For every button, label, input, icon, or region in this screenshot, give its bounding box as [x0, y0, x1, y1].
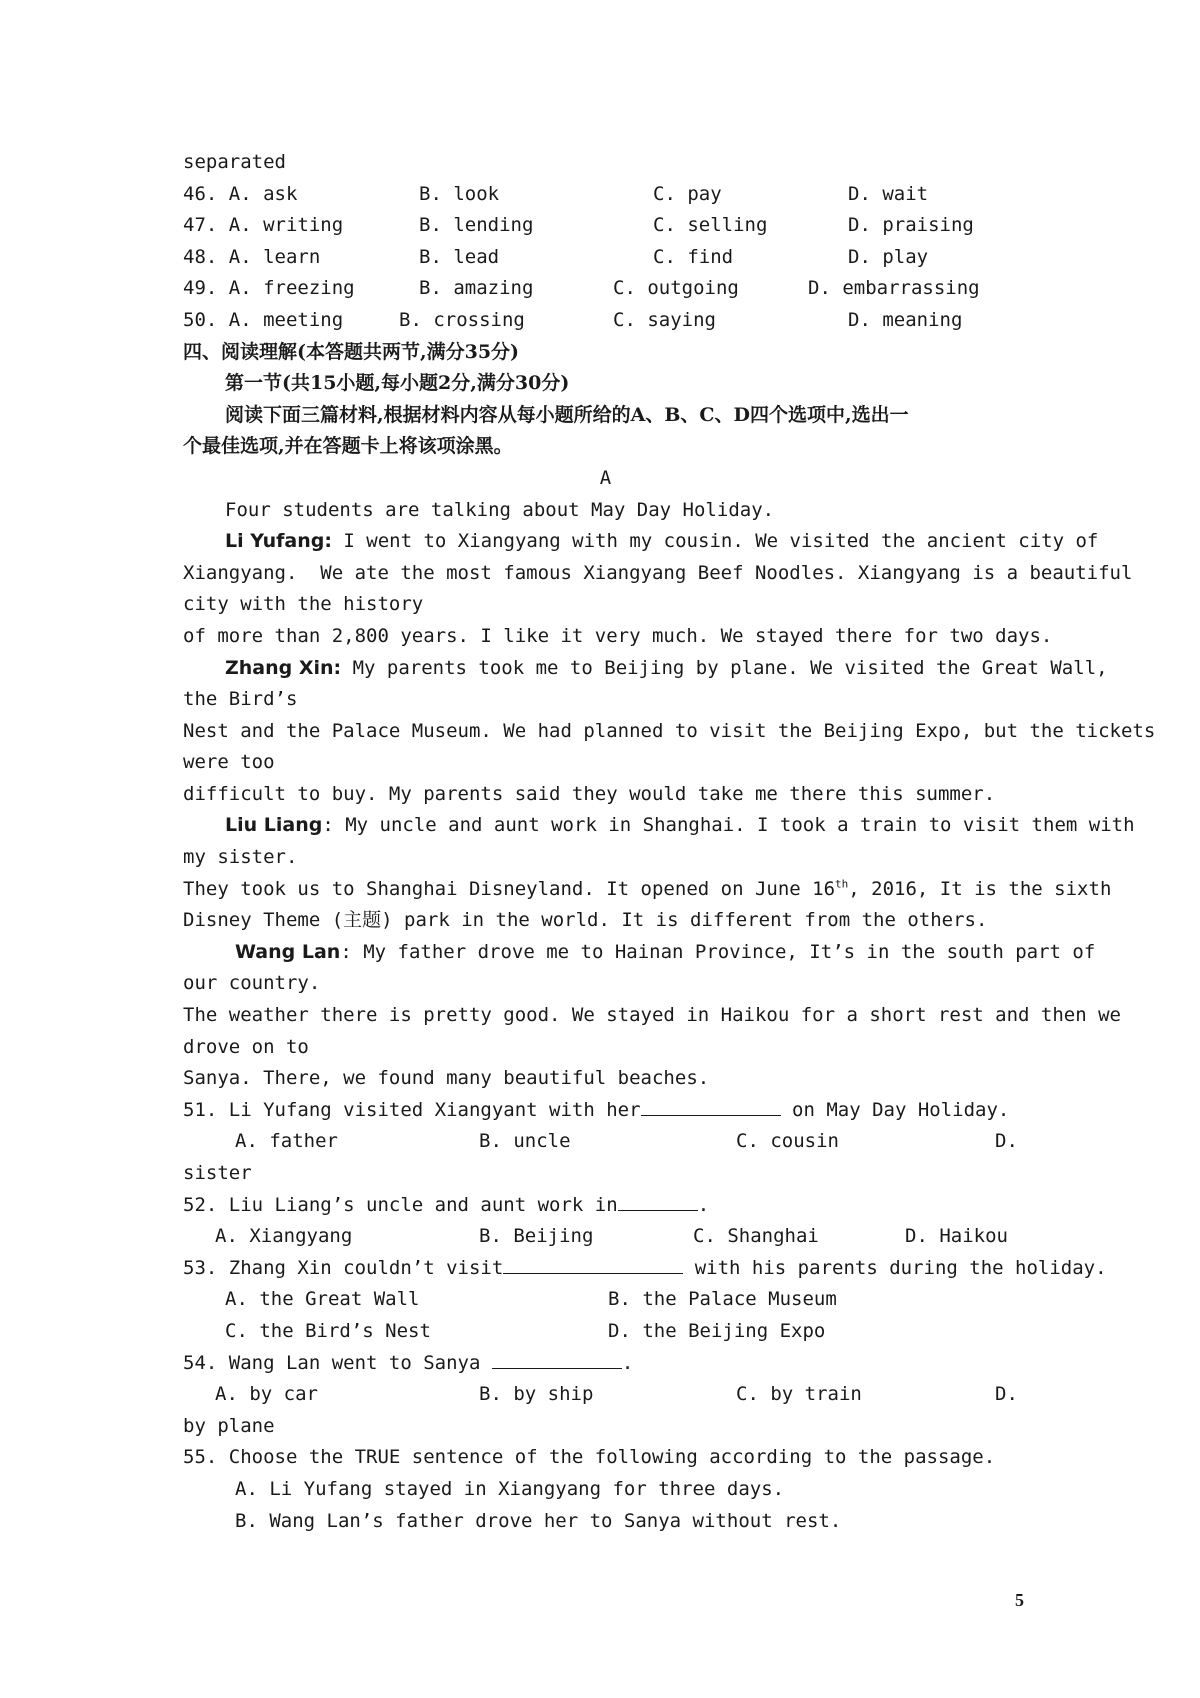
option-c: C. the Bird’s Nest [225, 1319, 431, 1342]
text-span: : My uncle and aunt work in Shanghai. I took a train to visit them with [322, 814, 1135, 837]
option-d: D. wait [848, 182, 929, 205]
option-c: C. selling [653, 214, 768, 237]
text-span: I went to Xiangyang with my cousin. We visited the ancient city of [331, 530, 1099, 553]
text-line [183, 810, 1135, 842]
option-c: C. Shanghai [693, 1225, 819, 1248]
question-tail: . [697, 1193, 710, 1216]
text-span: : My father drove me to Hainan Province, It’s in the south part of [340, 940, 1096, 963]
answer-blank [618, 1190, 698, 1211]
question-stem: 54. Wang Lan went to Sanya [183, 1351, 492, 1374]
option-d: D. Haikou [905, 1225, 1008, 1248]
options-row [183, 1126, 1028, 1158]
option-d: D. the Beijing Expo [608, 1319, 826, 1342]
passage-title: A [599, 466, 612, 489]
question-52 [183, 1190, 1028, 1222]
option-b: B. by ship [479, 1383, 594, 1406]
text-line: Xiangyang. We ate the most famous Xiangyang Beef Noodles. Xiangyang is a beautiful [183, 561, 1133, 584]
text-line: of more than 2,800 years. I like it very much. We stayed there for two days. [183, 624, 1053, 647]
question-stem: 52. Liu Liang’s uncle and aunt work in [183, 1193, 618, 1216]
text-line: separated [183, 151, 286, 173]
option-d: D. [995, 1383, 1018, 1406]
text-line: the Bird’s [183, 688, 298, 711]
text-line: The weather there is pretty good. We stayed in Haikou for a short rest and then we [183, 1004, 1121, 1027]
option-c: C. by train [736, 1383, 862, 1406]
text-line [183, 874, 1112, 906]
passage-intro: Four students are talking about May Day Holiday. [225, 498, 775, 521]
option-c: C. cousin [736, 1130, 839, 1153]
text-line: Disney Theme (主题) park in the world. It is different from the others. [183, 909, 988, 932]
text-line [183, 937, 1096, 969]
answer-blank [503, 1253, 683, 1274]
option-d: D. embarrassing [808, 277, 980, 300]
option-d-continued: sister [183, 1162, 252, 1184]
instructions-line-2: 个最佳选项,并在答题卡上将该项涂黑。 [183, 435, 513, 458]
option-a: 48. A. learn [183, 245, 321, 268]
option-a: 47. A. writing [183, 214, 344, 237]
speaker-name: Zhang Xin: [225, 656, 342, 679]
text-line: Sanya. There, we found many beautiful beaches. [183, 1067, 710, 1090]
option-b: B. Wang Lan’s father drove her to Sanya without rest. [235, 1509, 842, 1532]
cloze-item-48 [183, 242, 1028, 274]
option-d: D. praising [848, 214, 974, 237]
question-stem: 53. Zhang Xin couldn’t visit [183, 1256, 504, 1279]
options-row [183, 1284, 1028, 1316]
text-span: , 2016, It is the sixth [848, 877, 1112, 900]
option-a: 49. A. freezing [183, 277, 355, 300]
cloze-item-50 [183, 305, 1028, 337]
option-c: C. find [653, 245, 734, 268]
option-b: B. lead [419, 245, 500, 268]
text-line: my sister. [183, 846, 298, 869]
cloze-item-47 [183, 210, 1028, 242]
option-c: C. outgoing [613, 277, 739, 300]
answer-blank [492, 1348, 622, 1369]
section-heading: 四、阅读理解(本答题共两节,满分35分) [183, 340, 520, 363]
option-a: 50. A. meeting [183, 308, 344, 331]
option-b: B. crossing [399, 308, 525, 331]
exam-page [183, 147, 1156, 1537]
option-d: D. [995, 1130, 1018, 1153]
options-row [183, 1316, 1028, 1348]
text-line [183, 653, 1108, 685]
question-tail: on May Day Holiday. [780, 1098, 1010, 1121]
option-a: A. Xiangyang [215, 1225, 353, 1248]
option-b: B. Beijing [479, 1225, 594, 1248]
option-a: A. father [235, 1130, 338, 1153]
question-stem: 51. Li Yufang visited Xiangyant with her [183, 1098, 641, 1121]
text-line: our country. [183, 972, 321, 995]
option-a: A. by car [215, 1383, 318, 1406]
option-b: B. the Palace Museum [608, 1288, 837, 1311]
option-b: B. look [419, 182, 500, 205]
option-a: A. the Great Wall [225, 1288, 420, 1311]
page-number: 5 [1015, 1590, 1024, 1610]
speaker-name: Liu Liang [225, 814, 323, 837]
option-c: C. saying [613, 308, 716, 331]
question-tail: with his parents during the holiday. [683, 1256, 1107, 1279]
options-row [183, 1221, 1028, 1253]
option-b: B. amazing [419, 277, 534, 300]
option-d-continued: by plane [183, 1414, 275, 1437]
question-54 [183, 1348, 1028, 1380]
text-line: city with the history [183, 593, 424, 616]
part-heading: 第一节(共15小题,每小题2分,满分30分) [225, 372, 570, 395]
speaker-name: Wang Lan [235, 940, 341, 963]
superscript: th [835, 877, 849, 891]
option-d: D. play [848, 245, 929, 268]
text-line: drove on to [183, 1035, 309, 1058]
text-line [183, 526, 1099, 558]
text-span: My parents took me to Beijing by plane. We visited the Great Wall, [341, 656, 1108, 679]
question-55: 55. Choose the TRUE sentence of the following according to the passage. [183, 1446, 996, 1469]
text-line: difficult to buy. My parents said they would take me there this summer. [183, 782, 996, 805]
question-tail: . [621, 1351, 634, 1374]
option-a: A. Li Yufang stayed in Xiangyang for three days. [235, 1477, 785, 1500]
text-line: Nest and the Palace Museum. We had planned to visit the Beijing Expo, but the tickets [183, 719, 1156, 742]
option-a: 46. A. ask [183, 182, 298, 205]
cloze-item-49 [183, 273, 1028, 305]
question-53 [183, 1253, 1107, 1285]
instructions-line-1: 阅读下面三篇材料,根据材料内容从每小题所给的A、B、C、D四个选项中,选出一 [225, 403, 909, 426]
text-line: were too [183, 751, 275, 774]
cloze-item-46 [183, 179, 1028, 211]
speaker-name: Li Yufang: [225, 530, 332, 553]
options-row [183, 1379, 1028, 1411]
option-b: B. lending [419, 214, 534, 237]
text-span: They took us to Shanghai Disneyland. It opened on June 16 [183, 877, 836, 900]
question-51 [183, 1095, 1028, 1127]
answer-blank [641, 1095, 781, 1116]
option-d: D. meaning [848, 308, 963, 331]
option-c: C. pay [653, 182, 722, 205]
option-b: B. uncle [479, 1130, 571, 1153]
